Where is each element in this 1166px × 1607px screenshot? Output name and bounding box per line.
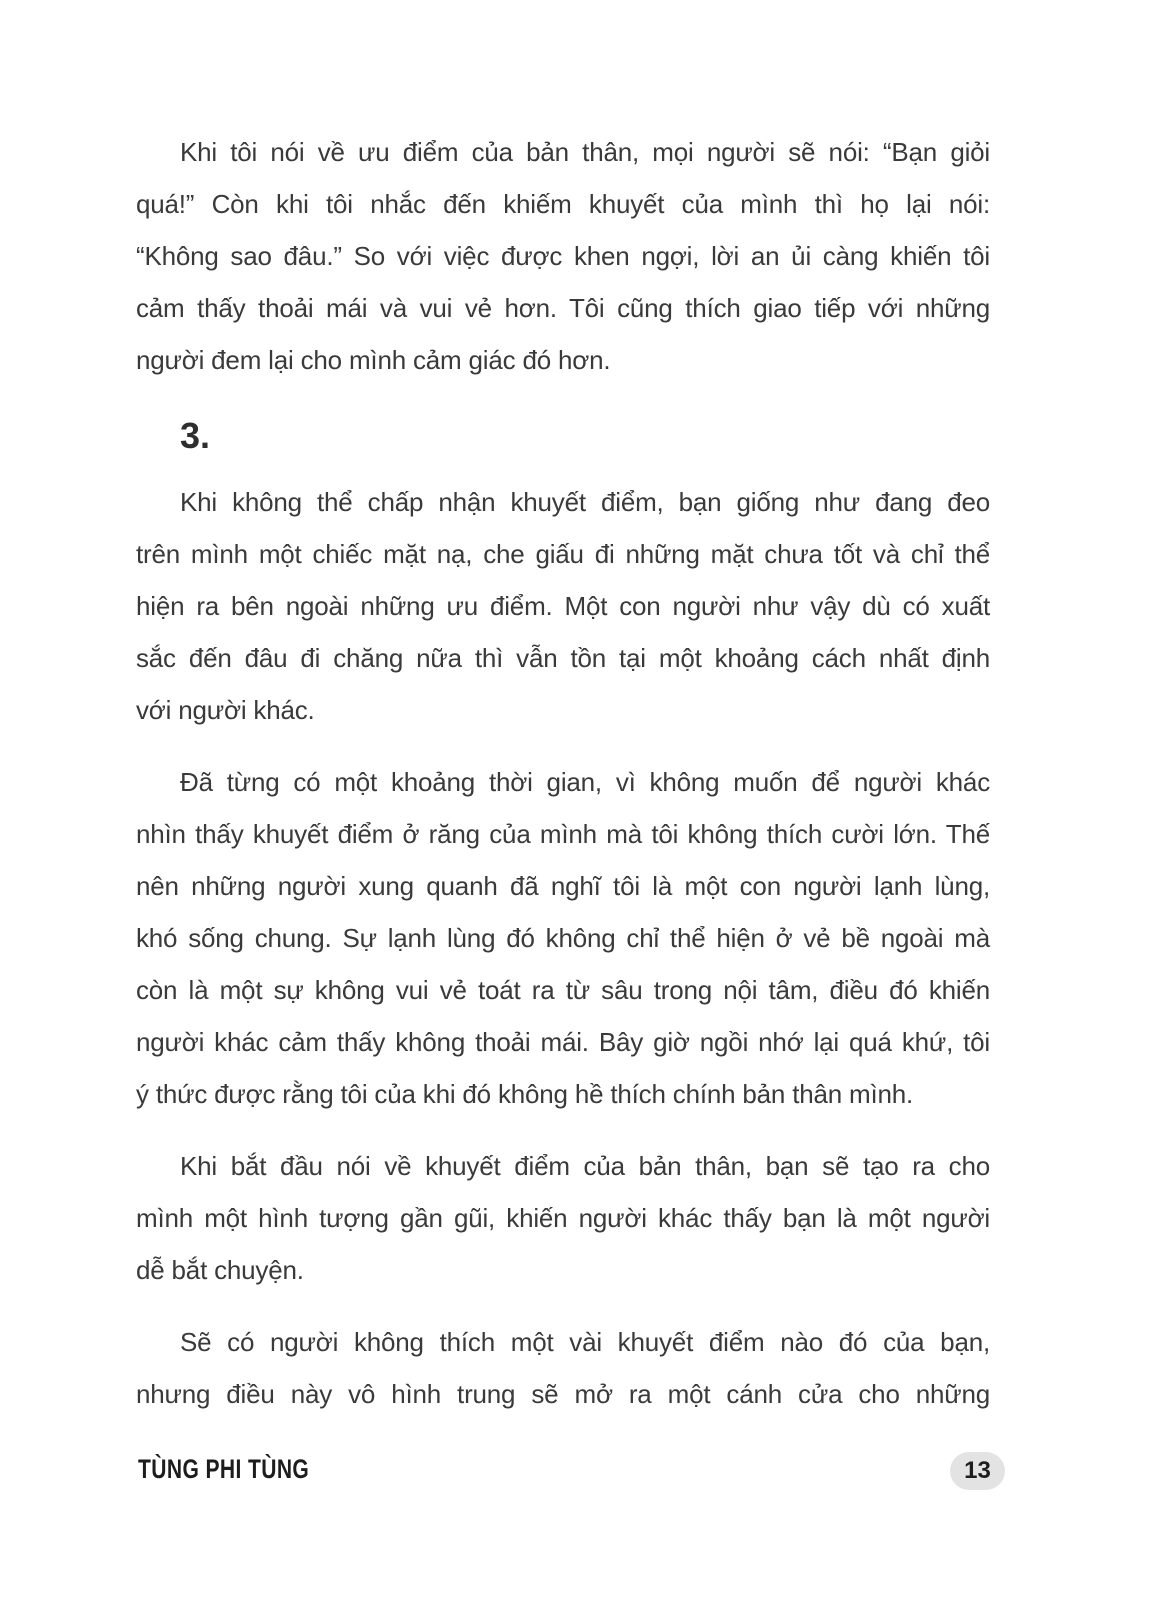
text-line: sắc đến đâu đi chăng nữa thì vẫn tồn tại một khoảng cách nhất định xyxy=(136,643,990,673)
paragraph xyxy=(136,126,990,386)
text-line: quá!” Còn khi tôi nhắc đến khiếm khuyết của mình thì họ lại nói: xyxy=(136,189,990,219)
paragraph xyxy=(136,1140,990,1296)
page-number: 13 xyxy=(964,1457,991,1484)
text-line: dễ bắt chuyện. xyxy=(136,1255,304,1285)
text-line: với người khác. xyxy=(136,695,315,725)
text-line: mình một hình tượng gần gũi, khiến người khác thấy bạn là một người xyxy=(136,1203,990,1233)
text-line: trên mình một chiếc mặt nạ, che giấu đi những mặt chưa tốt và chỉ thể xyxy=(136,539,990,569)
text-line: người đem lại cho mình cảm giác đó hơn. xyxy=(136,345,611,375)
text-blocks xyxy=(136,126,990,1440)
text-line: Khi bắt đầu nói về khuyết điểm của bản thân, bạn sẽ tạo ra cho xyxy=(180,1151,990,1181)
paragraph xyxy=(136,476,990,736)
page-number-badge xyxy=(950,1452,1005,1490)
text-line: khó sống chung. Sự lạnh lùng đó không chỉ thể hiện ở vẻ bề ngoài mà xyxy=(136,923,990,953)
author-name: TÙNG PHI TÙNG xyxy=(138,1454,310,1484)
text-line: nhìn thấy khuyết điểm ở răng của mình mà tôi không thích cười lớn. Thế xyxy=(136,819,990,849)
paragraph xyxy=(136,756,990,1120)
text-line: cảm thấy thoải mái và vui vẻ hơn. Tôi cũng thích giao tiếp với những xyxy=(136,293,990,323)
paragraph xyxy=(136,1316,990,1420)
text-line: Khi tôi nói về ưu điểm của bản thân, mọi người sẽ nói: “Bạn giỏi xyxy=(180,137,990,167)
text-line: Đã từng có một khoảng thời gian, vì không muốn để người khác xyxy=(180,767,990,797)
text-line: nên những người xung quanh đã nghĩ tôi là một con người lạnh lùng, xyxy=(136,871,990,901)
footer xyxy=(0,1448,1166,1492)
text-line: hiện ra bên ngoài những ưu điểm. Một con người như vậy dù có xuất xyxy=(136,591,990,621)
text-line: nhưng điều này vô hình trung sẽ mở ra một cánh cửa cho những xyxy=(136,1379,990,1409)
text-line: Sẽ có người không thích một vài khuyết điểm nào đó của bạn, xyxy=(180,1327,990,1357)
text-line: Khi không thể chấp nhận khuyết điểm, bạn giống như đang đeo xyxy=(180,487,990,517)
text-line: còn là một sự không vui vẻ toát ra từ sâu trong nội tâm, điều đó khiến xyxy=(136,975,990,1005)
text-line: “Không sao đâu.” So với việc được khen ngợi, lời an ủi càng khiến tôi xyxy=(136,241,990,271)
section-heading: 3. xyxy=(180,415,211,456)
text-line: người khác cảm thấy không thoải mái. Bây giờ ngồi nhớ lại quá khứ, tôi xyxy=(136,1027,990,1057)
text-line: ý thức được rằng tôi của khi đó không hề thích chính bản thân mình. xyxy=(136,1079,914,1109)
